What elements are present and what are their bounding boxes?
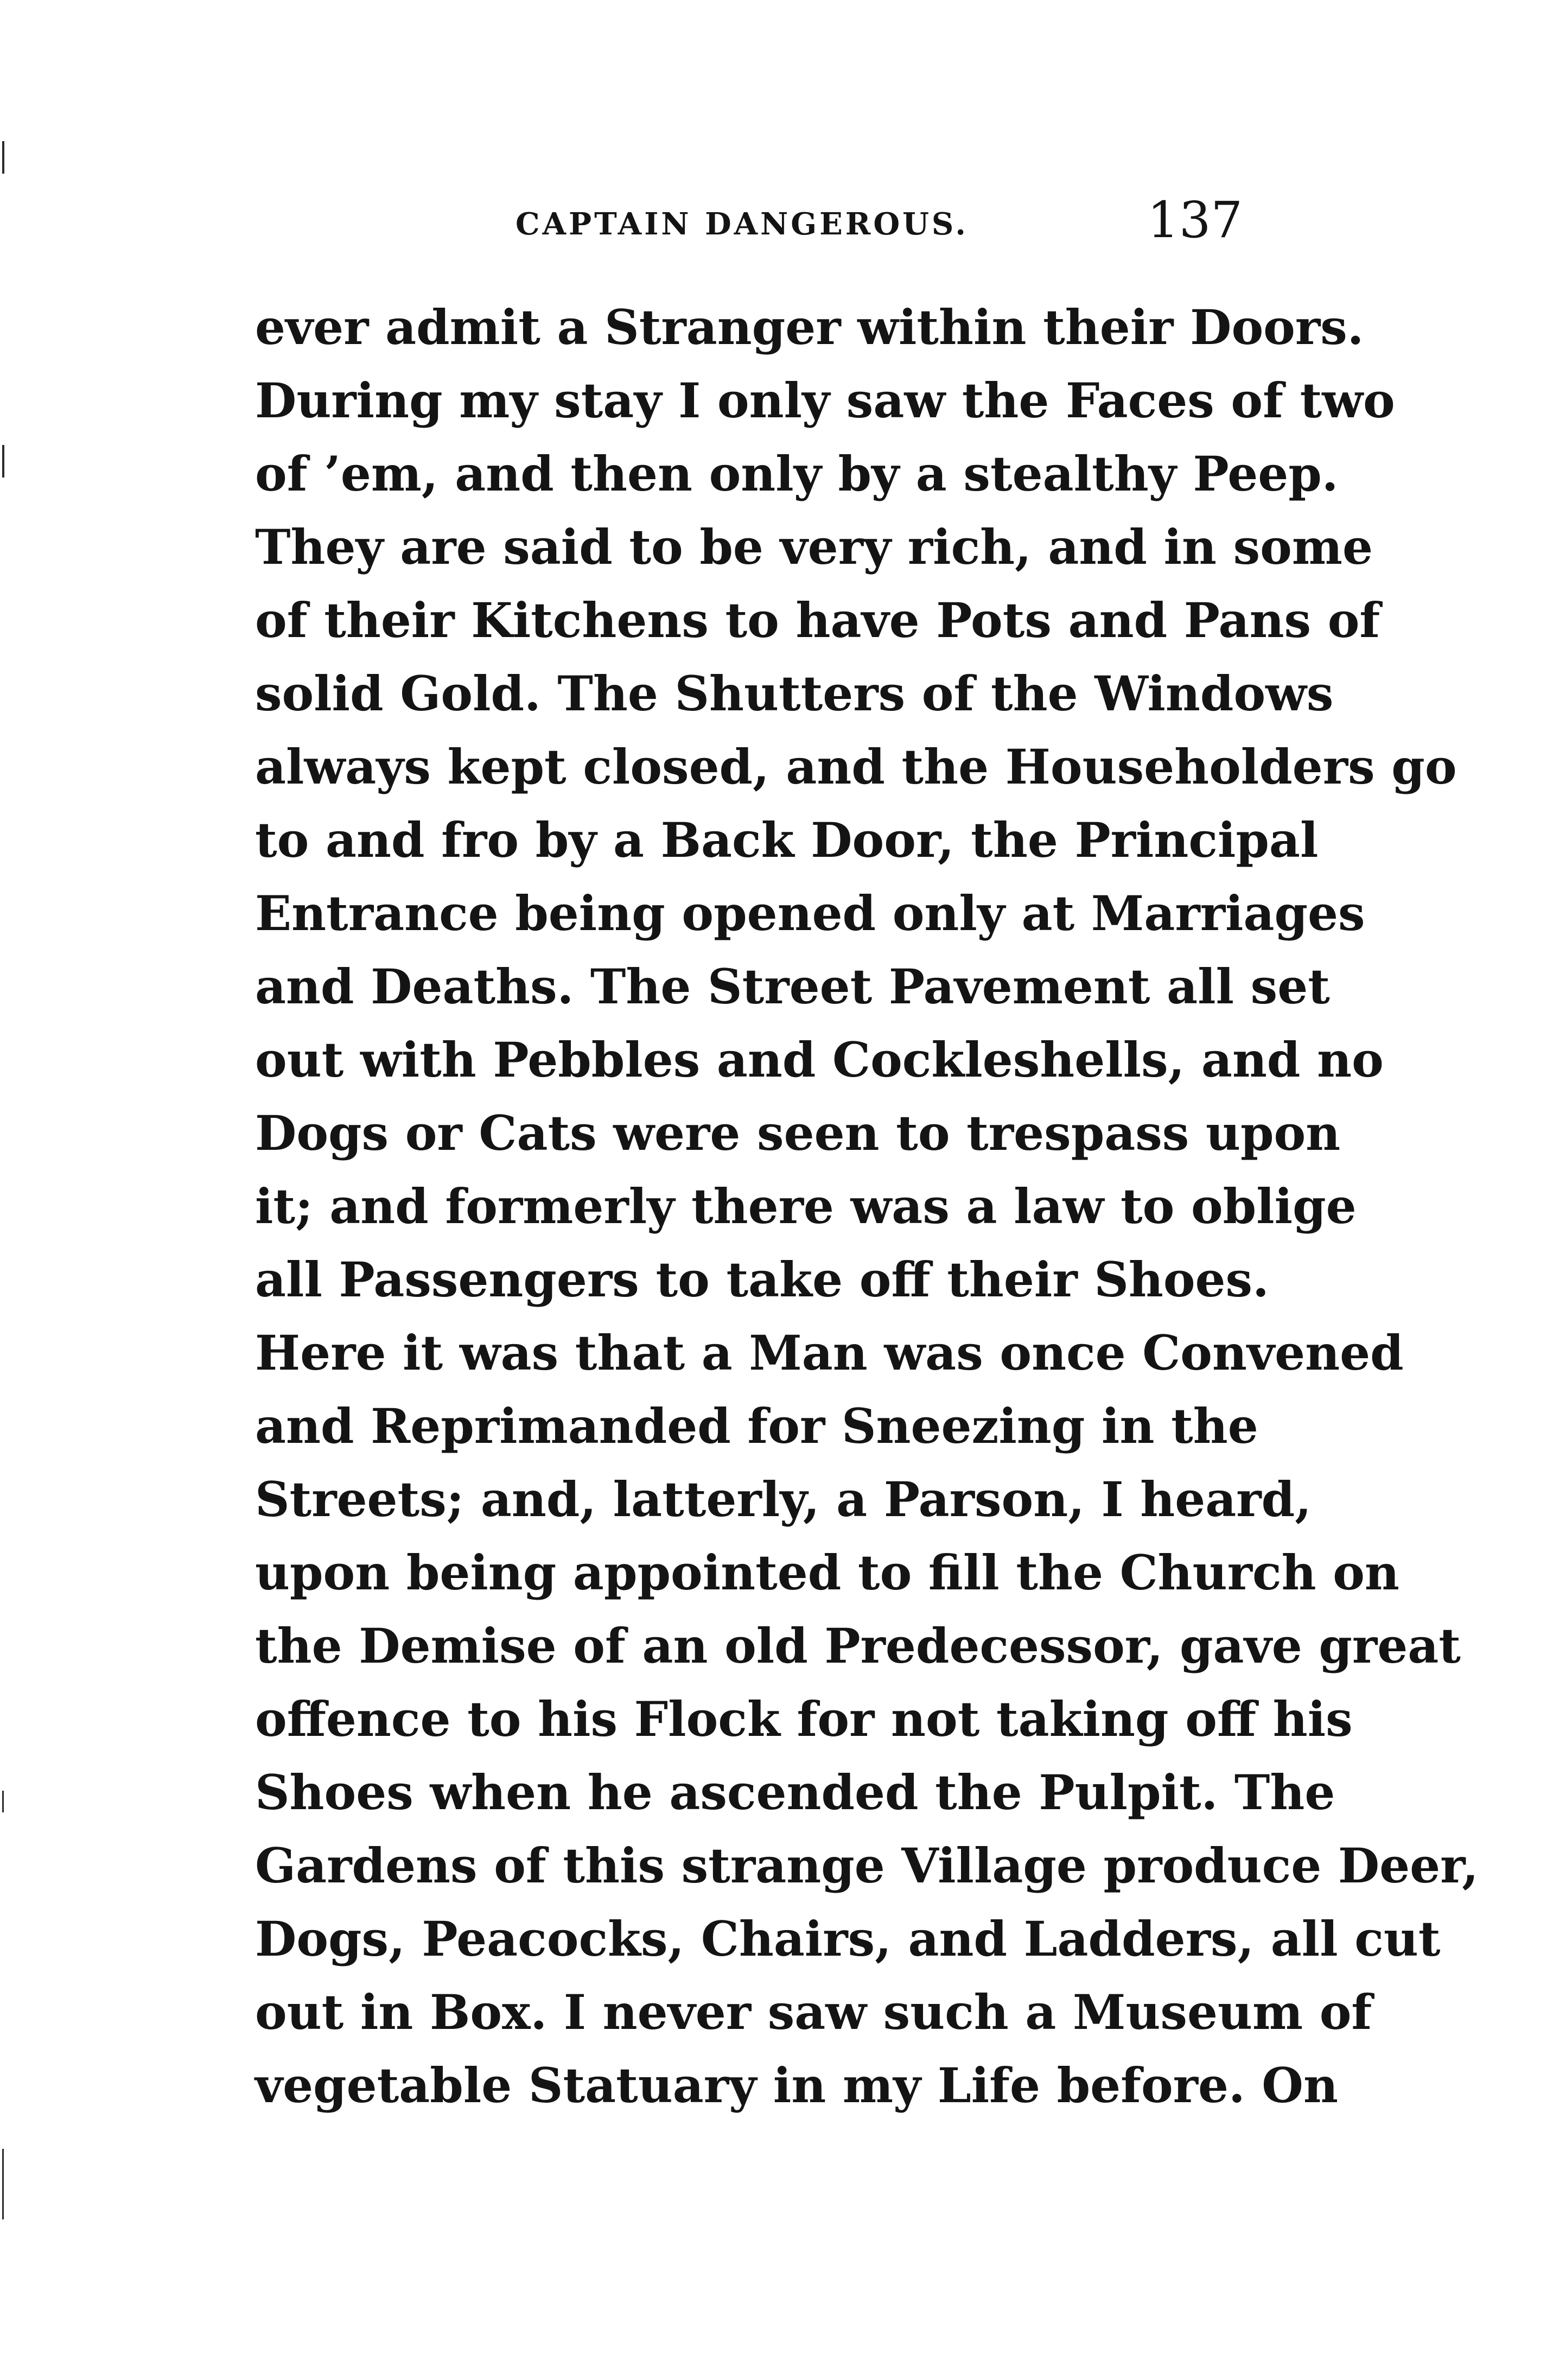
text-line: Gardens of this strange Village produce Deer, [255,1837,1479,1894]
text-line: ever admit a Stranger within their Doors. [255,299,1364,355]
text-line: Here it was that a Man was once Convened [255,1325,1404,1381]
running-title: CAPTAIN DANGEROUS. [515,206,969,242]
text-line: out with Pebbles and Cockleshells, and no [255,1032,1384,1088]
text-line: vegetable Statuary in my Life before. On [255,2057,1338,2114]
text-line: and Deaths. The Street Pavement all set [255,958,1330,1015]
text-line: Entrance being opened only at Marriages [255,885,1365,941]
body-text [255,291,1479,2122]
scan-edge-mark [2,1791,4,1812]
text-line: upon being appointed to fill the Church on [255,1544,1399,1601]
text-line: all Passengers to take off their Shoes. [255,1251,1269,1308]
text-line: Streets; and, latterly, a Parson, I heard, [255,1471,1312,1528]
text-line: out in Box. I never saw such a Museum of [255,1984,1372,2040]
text-line: solid Gold. The Shutters of the Windows [255,665,1334,722]
text-line: They are said to be very rich, and in some [255,519,1373,575]
text-line: Shoes when he ascended the Pulpit. The [255,1764,1335,1821]
page-number: 137 [1147,191,1243,249]
running-head [255,191,1243,251]
text-line: to and fro by a Back Door, the Principal [255,812,1319,868]
text-line: it; and formerly there was a law to oblige [255,1178,1357,1234]
scan-edge-mark [2,141,4,174]
text-line: Dogs, Peacocks, Chairs, and Ladders, all cut [255,1911,1441,1967]
scan-edge-mark [2,445,4,478]
text-line: the Demise of an old Predecessor, gave great [255,1618,1461,1674]
text-line: offence to his Flock for not taking off his [255,1691,1353,1747]
text-line: and Reprimanded for Sneezing in the [255,1398,1258,1454]
text-line: of ’em, and then only by a stealthy Peep. [255,446,1339,502]
text-line: During my stay I only saw the Faces of two [255,372,1395,429]
text-line: of their Kitchens to have Pots and Pans of [255,592,1380,648]
text-line: always kept closed, and the Householders go [255,739,1457,795]
text-line: Dogs or Cats were seen to trespass upon [255,1105,1341,1161]
scan-edge-mark [2,2149,4,2219]
